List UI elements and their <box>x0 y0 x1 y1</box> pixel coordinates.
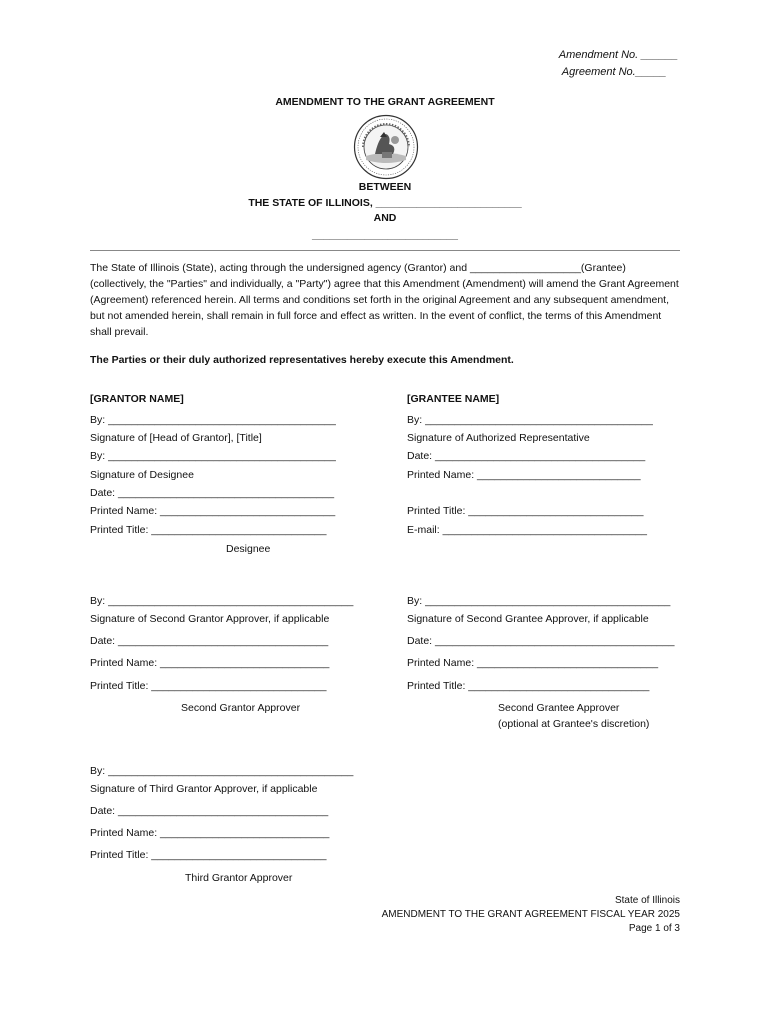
grantor-by-line[interactable]: By: _______________________________________ <box>90 414 336 426</box>
designee-printed-title-line[interactable]: Printed Title: ______________________________ <box>90 524 327 536</box>
grantee-by-line[interactable]: By: _______________________________________ <box>407 414 653 426</box>
between-label: BETWEEN <box>358 181 412 193</box>
grantee-printed-title-line[interactable]: Printed Title: ______________________________ <box>407 505 644 517</box>
divider <box>90 250 680 251</box>
second-grantee-optional-note: (optional at Grantee's discretion) <box>498 718 650 730</box>
grantee-blank-line: _________________________ <box>312 229 458 241</box>
designee-label: Designee <box>226 543 271 555</box>
execution-statement: The Parties or their duly authorized representatives hereby execute this Amendment. <box>90 354 514 366</box>
agreement-reference <box>559 47 678 81</box>
designee-signature-label: Signature of Designee <box>90 469 194 481</box>
second-grantee-by-line[interactable]: By: __________________________________________ <box>407 595 671 607</box>
grantee-email-line[interactable]: E-mail: ___________________________________ <box>407 524 647 536</box>
footer-document-title: AMENDMENT TO THE GRANT AGREEMENT FISCAL YEAR 2025 <box>381 909 680 920</box>
agreement-number: Agreement No._____ <box>561 66 667 78</box>
second-grantor-printed-title-line[interactable]: Printed Title: ______________________________ <box>90 680 327 692</box>
second-grantee-printed-name-line[interactable]: Printed Name: _______________________________ <box>407 657 659 669</box>
third-grantor-printed-name-line[interactable]: Printed Name: _____________________________ <box>90 827 330 839</box>
intro-paragraph: The State of Illinois (State), acting through the undersigned agency (Grantor) and ___________________(Grantee) (collectively, the "Parties" and individually, a "Party") agree that this Amendment (Amendment) will amend the Grant Agreement (Agreement) referenced herein. All terms and conditions set forth in the original Agreement and any subsequent amendment, but not amended herein, shall remain in full force and effect as written. In the event of conflict, the terms of this Amendment shall prevail. <box>90 262 679 338</box>
grantee-printed-name-line[interactable]: Printed Name: ____________________________ <box>407 469 641 481</box>
amendment-number: Amendment No. ______ <box>558 49 678 61</box>
grantor-name-heading: [GRANTOR NAME] <box>90 393 184 405</box>
second-grantor-approver-label: Second Grantor Approver <box>181 702 301 714</box>
third-grantor-date-line[interactable]: Date: ____________________________________ <box>90 805 329 817</box>
grantor-head-signature-label: Signature of [Head of Grantor], [Title] <box>90 432 262 444</box>
state-seal-icon <box>353 114 419 180</box>
second-grantor-by-line[interactable]: By: __________________________________________ <box>90 595 354 607</box>
page-footer <box>382 894 680 936</box>
footer-page-number: Page 1 of 3 <box>628 923 680 934</box>
grantee-name-heading: [GRANTEE NAME] <box>407 393 500 405</box>
third-grantor-by-line[interactable]: By: __________________________________________ <box>90 765 354 777</box>
designee-date-line[interactable]: Date: _____________________________________ <box>90 487 335 499</box>
second-grantee-approver-label: Second Grantee Approver <box>498 702 620 714</box>
designee-printed-name-line[interactable]: Printed Name: ______________________________ <box>90 505 336 517</box>
state-of-illinois-line: THE STATE OF ILLINOIS, _________________________ <box>248 197 522 209</box>
third-grantor-printed-title-line[interactable]: Printed Title: ______________________________ <box>90 849 327 861</box>
second-grantor-signature-label: Signature of Second Grantor Approver, if applicable <box>90 613 330 625</box>
second-grantee-signature-label: Signature of Second Grantee Approver, if applicable <box>407 613 649 625</box>
third-grantor-approver-label: Third Grantor Approver <box>185 872 293 884</box>
second-grantor-date-line[interactable]: Date: ____________________________________ <box>90 635 329 647</box>
third-grantor-signature-label: Signature of Third Grantor Approver, if applicable <box>90 783 318 795</box>
grantee-signature-label: Signature of Authorized Representative <box>407 432 590 444</box>
document-title: AMENDMENT TO THE GRANT AGREEMENT <box>275 96 495 108</box>
second-grantee-date-line[interactable]: Date: _________________________________________ <box>407 635 675 647</box>
designee-by-line[interactable]: By: _______________________________________ <box>90 450 336 462</box>
second-grantor-printed-name-line[interactable]: Printed Name: _____________________________ <box>90 657 330 669</box>
second-grantee-printed-title-line[interactable]: Printed Title: _______________________________ <box>407 680 650 692</box>
and-label: AND <box>373 212 397 224</box>
footer-state: State of Illinois <box>614 895 680 906</box>
grantee-date-line[interactable]: Date: ____________________________________ <box>407 450 646 462</box>
